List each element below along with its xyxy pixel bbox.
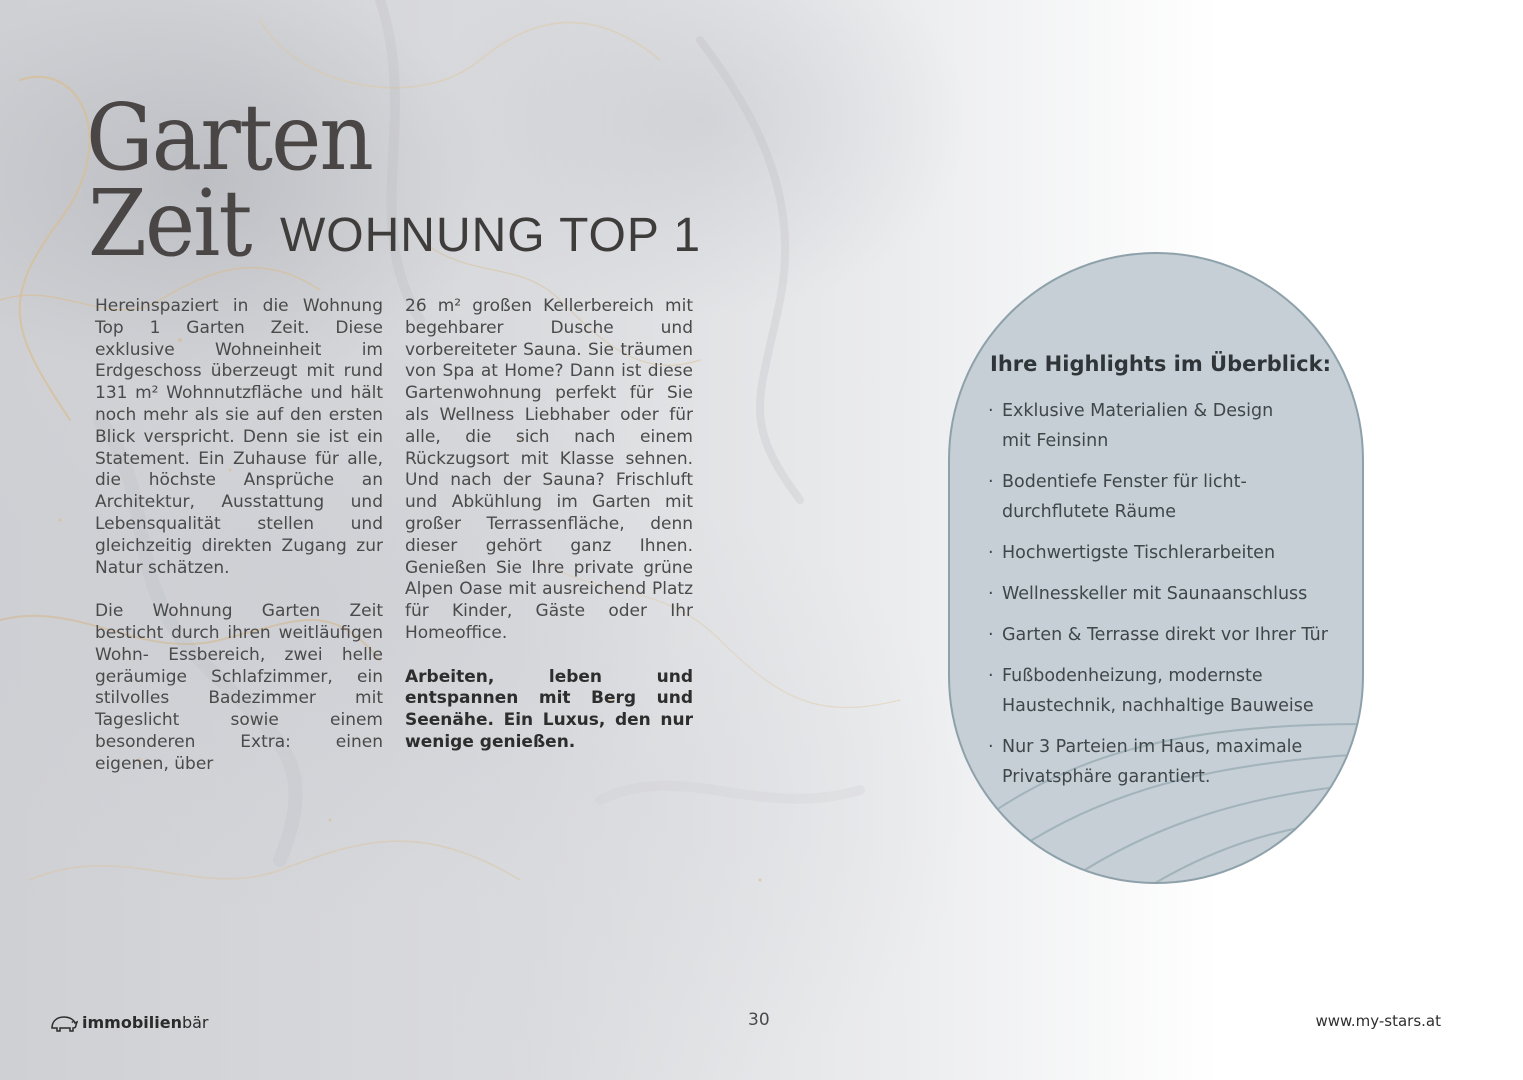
- company-logo: [50, 1010, 209, 1034]
- highlight-item: [988, 538, 1368, 568]
- highlight-text: Hochwertigste Tischlerarbeiten: [1002, 543, 1276, 563]
- highlights-title: Ihre Highlights im Überblick:: [990, 352, 1331, 376]
- highlight-text: Nur 3 Parteien im Haus, maximale: [1002, 737, 1303, 757]
- highlight-text: Bodentiefe Fenster für licht-: [1002, 472, 1247, 492]
- page-number: 30: [748, 1010, 770, 1030]
- bullet: ·: [988, 472, 994, 492]
- body-paragraph: 26 m² großen Kellerbereich mit begehbarer Dusche und vorbereiteter Sauna. Sie träumen von Spa at Home? Dann ist diese Gartenwohnung perfekt für Sie als Wellness Liebhaber oder für alle, die sich nach einem Rückzugsort mit Klasse sehnen. Und nach der Sauna? Frischluft und Abkühlung im Garten mit großer Terrassenfläche, denn dieser gehört ganz Ihnen. Genießen Sie Ihre private grüne Alpen Oase mit ausreichend Platz für Kinder, Gäste oder Ihr Homeoffice.: [405, 296, 693, 643]
- highlight-text: Privatsphäre garantiert.: [1002, 767, 1211, 787]
- title-garten: Garten: [86, 84, 373, 191]
- highlight-text: Fußbodenheizung, modernste: [1002, 666, 1263, 686]
- logo-text-regular: immobilien: [82, 1012, 182, 1032]
- bullet: ·: [988, 543, 994, 563]
- highlight-text: Exklusive Materialien & Design: [1002, 401, 1274, 421]
- highlight-text: Haustechnik, nachhaltige Bauweise: [1002, 696, 1314, 716]
- body-column-right: [405, 296, 693, 776]
- body-column-left: [95, 296, 383, 797]
- bullet: ·: [988, 401, 994, 421]
- logo-wordmark: [82, 1013, 209, 1032]
- website-url[interactable]: www.my-stars.at: [1315, 1012, 1441, 1030]
- title-zeit: Zeit: [88, 170, 251, 277]
- highlight-item: [988, 732, 1368, 792]
- highlight-text: mit Feinsinn: [1002, 431, 1109, 451]
- highlight-item: [988, 396, 1368, 456]
- highlight-item: [988, 661, 1368, 721]
- title-subtitle: WOHNUNG TOP 1: [280, 209, 702, 262]
- highlight-item: [988, 579, 1368, 609]
- highlight-text: durchflutete Räume: [1002, 502, 1177, 522]
- bullet: ·: [988, 666, 994, 686]
- bullet: ·: [988, 584, 994, 604]
- highlight-item: [988, 620, 1368, 650]
- bear-icon: [50, 1012, 78, 1032]
- bullet: ·: [988, 737, 994, 757]
- logo-text-bold: bär: [181, 1012, 209, 1032]
- body-paragraph: Die Wohnung Garten Zeit besticht durch ihren weitläufigen Wohn- Essbereich, zwei helle geräumige Schlafzimmer, ein stilvolles Badezimmer mit Tageslicht sowie einem besonderen Extra: einen eigenen, über: [95, 601, 383, 774]
- highlights-list: [988, 396, 1368, 803]
- body-paragraph: Hereinspaziert in die Wohnung Top 1 Garten Zeit. Diese exklusive Wohneinheit im Erdgeschoss überzeugt mit rund 131 m² Wohnnutzfläche und hält noch mehr als sie auf den ersten Blick verspricht. Denn sie ist ein Statement. Ein Zuhause für alle, die höchste Ansprüche an Architektur, Ausstattung und Lebensqualität stellen und gleichzeitig direkten Zugang zur Natur schätzen.: [95, 296, 383, 578]
- highlight-text: Wellnesskeller mit Saunaanschluss: [1002, 584, 1308, 604]
- bullet: ·: [988, 625, 994, 645]
- highlight-item: [988, 467, 1368, 527]
- highlight-text: Garten & Terrasse direkt vor Ihrer Tür: [1002, 625, 1328, 645]
- closing-statement: Arbeiten, leben und entspannen mit Berg und Seenähe. Ein Luxus, den nur wenige genießen.: [405, 666, 693, 752]
